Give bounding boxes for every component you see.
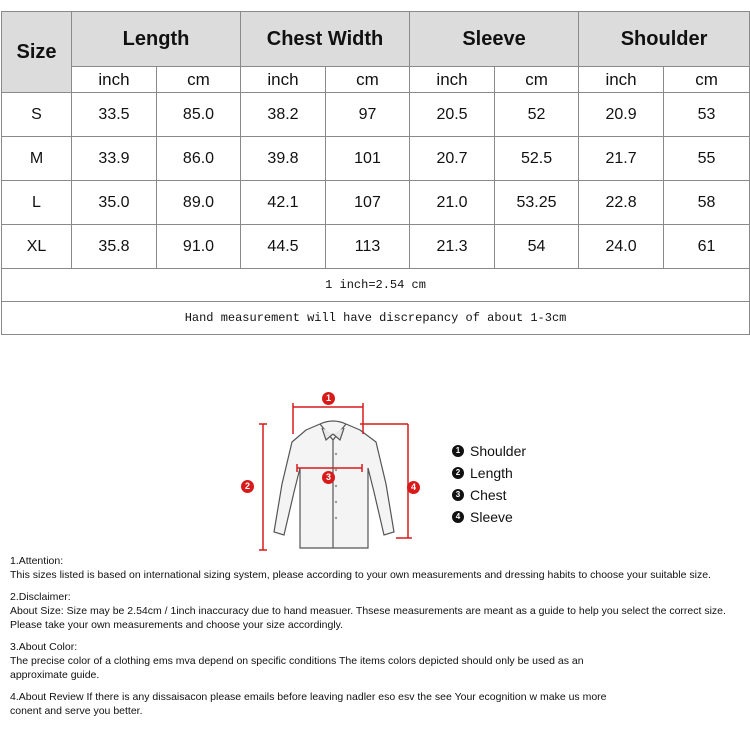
shirt-measurement-diagram: [236, 388, 436, 558]
note-title: 2.Disclaimer:: [10, 591, 71, 603]
note-title: 3.About Color:: [10, 641, 78, 653]
legend-item: [452, 462, 526, 484]
table-cell: 33.9: [72, 137, 157, 181]
note-text: 4.About Review If there is any dissaisacon please emails before leaving nadler eso esv the see Your ecognition w make us more conent and serve you better.: [10, 691, 607, 717]
table-cell: 53: [664, 93, 750, 137]
note-text: This sizes listed is based on international sizing system, please according to your own measurements and dressing habits to choose your suitable size.: [10, 569, 711, 581]
table-cell: 24.0: [579, 225, 664, 269]
table-cell: 20.9: [579, 93, 664, 137]
legend-number: 4: [452, 511, 464, 523]
legend-label: Length: [470, 465, 513, 481]
table-cell: 107: [326, 181, 410, 225]
table-cell: 54: [495, 225, 579, 269]
marker-shoulder: 1: [322, 392, 335, 405]
marker-length: 2: [241, 480, 254, 493]
table-cell: 58: [664, 181, 750, 225]
notes-section: [10, 554, 748, 726]
table-cell: 113: [326, 225, 410, 269]
table-cell: 85.0: [157, 93, 241, 137]
legend-item: [452, 484, 526, 506]
table-cell: 35.0: [72, 181, 157, 225]
unit-cell: inch: [410, 67, 495, 93]
table-cell: 52: [495, 93, 579, 137]
shoulder-header: Shoulder: [579, 12, 750, 67]
size-cell: XL: [2, 225, 72, 269]
table-cell: 35.8: [72, 225, 157, 269]
legend-item: [452, 440, 526, 462]
table-cell: 21.0: [410, 181, 495, 225]
size-cell: S: [2, 93, 72, 137]
unit-cell: cm: [326, 67, 410, 93]
sleeve-header: Sleeve: [410, 12, 579, 67]
table-cell: 44.5: [241, 225, 326, 269]
table-row: [2, 137, 750, 181]
conversion-note: 1 inch=2.54 cm: [2, 269, 750, 302]
size-cell: L: [2, 181, 72, 225]
table-row: [2, 225, 750, 269]
discrepancy-row: [2, 302, 750, 335]
note-attention: [10, 554, 748, 582]
table-cell: 101: [326, 137, 410, 181]
table-cell: 53.25: [495, 181, 579, 225]
table-cell: 55: [664, 137, 750, 181]
note-title: 1.Attention:: [10, 555, 64, 567]
marker-chest: 3: [322, 471, 335, 484]
table-cell: 42.1: [241, 181, 326, 225]
table-cell: 97: [326, 93, 410, 137]
table-cell: 91.0: [157, 225, 241, 269]
length-header: Length: [72, 12, 241, 67]
size-header: Size: [2, 12, 72, 93]
table-cell: 21.7: [579, 137, 664, 181]
note-disclaimer: [10, 590, 748, 632]
table-cell: 22.8: [579, 181, 664, 225]
table-cell: 39.8: [241, 137, 326, 181]
legend-number: 2: [452, 467, 464, 479]
unit-cell: inch: [72, 67, 157, 93]
note-review: [10, 690, 748, 718]
unit-row: [2, 67, 750, 93]
table-cell: 21.3: [410, 225, 495, 269]
table-row: [2, 93, 750, 137]
legend-label: Shoulder: [470, 443, 527, 459]
size-cell: M: [2, 137, 72, 181]
unit-cell: inch: [241, 67, 326, 93]
table-cell: 52.5: [495, 137, 579, 181]
note-text: About Size: Size may be 2.54cm / 1inch inaccuracy due to hand measuer. Thsese measurements are meant as a guide to help you select the correct size. Please take your own measurements and choose your size accordingly.: [10, 605, 726, 631]
legend-label: Sleeve: [470, 509, 513, 525]
unit-cell: inch: [579, 67, 664, 93]
diagram-legend: [452, 440, 526, 528]
note-text: The precise color of a clothing ems mva depend on specific conditions The items colors depicted should only be used as an approximate guide.: [10, 655, 584, 681]
unit-cell: cm: [664, 67, 750, 93]
table-cell: 20.5: [410, 93, 495, 137]
legend-number: 3: [452, 489, 464, 501]
size-chart-table: [1, 11, 750, 335]
legend-label: Chest: [470, 487, 507, 503]
conversion-row: [2, 269, 750, 302]
header-row: [2, 12, 750, 67]
table-cell: 38.2: [241, 93, 326, 137]
table-row: [2, 181, 750, 225]
legend-item: [452, 506, 526, 528]
table-cell: 20.7: [410, 137, 495, 181]
chest-header: Chest Width: [241, 12, 410, 67]
legend-number: 1: [452, 445, 464, 457]
marker-sleeve: 4: [407, 481, 420, 494]
unit-cell: cm: [495, 67, 579, 93]
note-color: [10, 640, 748, 682]
table-cell: 86.0: [157, 137, 241, 181]
table-cell: 33.5: [72, 93, 157, 137]
shirt-illustration: [236, 388, 436, 558]
table-cell: 89.0: [157, 181, 241, 225]
table-cell: 61: [664, 225, 750, 269]
measurement-note: Hand measurement will have discrepancy of about 1-3cm: [2, 302, 750, 335]
unit-cell: cm: [157, 67, 241, 93]
